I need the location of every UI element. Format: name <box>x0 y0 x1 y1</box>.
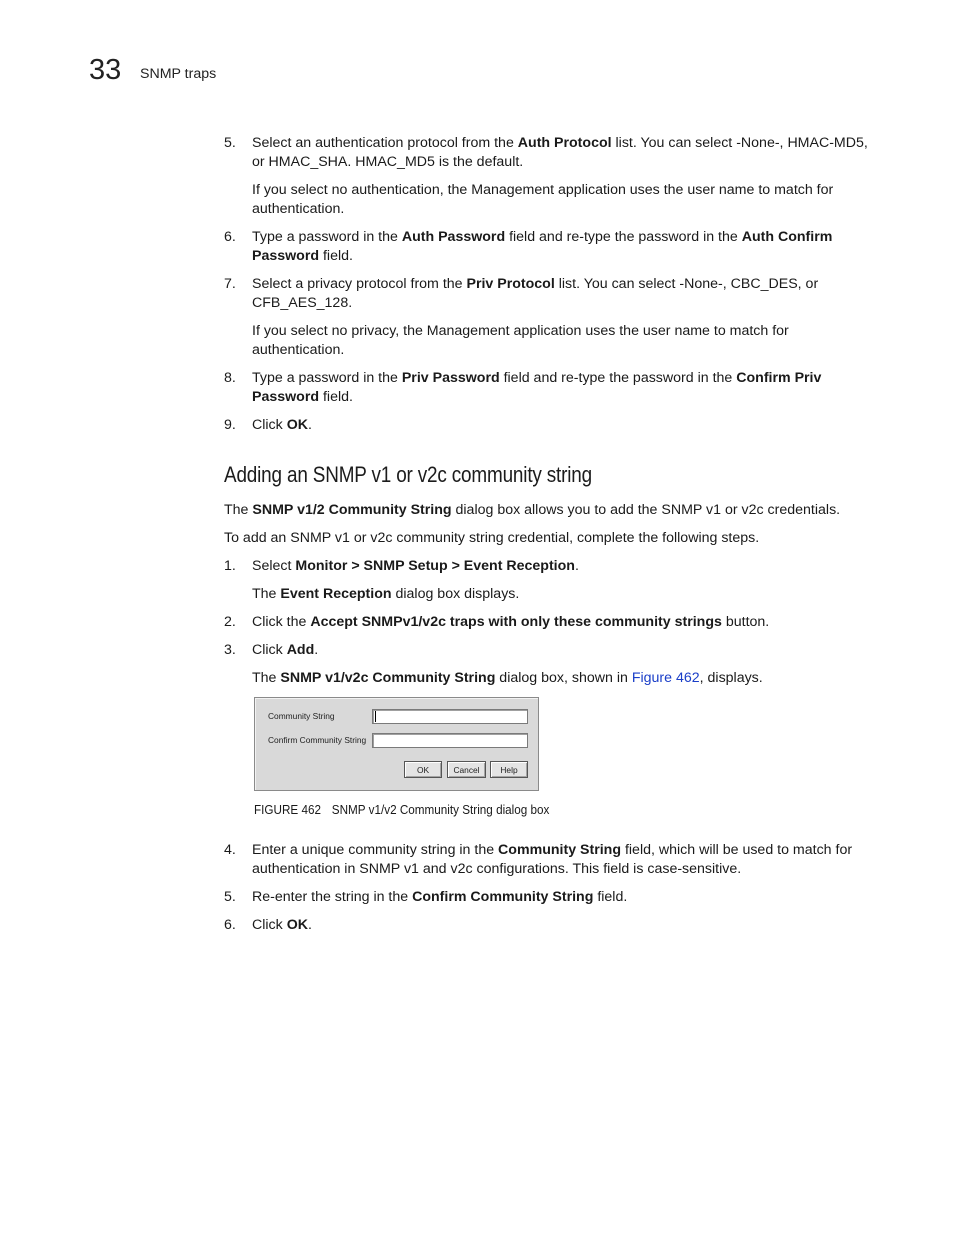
step-number: 5. <box>224 135 236 151</box>
step-item <box>224 841 874 879</box>
ui-term: SNMP v1/2 Community String <box>252 502 452 518</box>
step-number: 7. <box>224 276 236 292</box>
cancel-button[interactable]: Cancel <box>447 761 486 778</box>
text-run: Select an authentication protocol from the <box>252 135 518 151</box>
section-heading: Adding an SNMP v1 or v2c community string <box>224 462 593 487</box>
text-run: Click <box>252 917 287 933</box>
ok-button[interactable]: OK <box>404 761 442 778</box>
figure-caption <box>254 801 812 819</box>
text-run: The <box>252 670 281 686</box>
text-run: field. <box>319 248 353 264</box>
ui-term: Add <box>286 642 315 658</box>
step-note: If you select no privacy, the Management application uses the user name to match for authentication. <box>252 323 789 358</box>
text-run: field and re-type the password in the <box>499 370 737 386</box>
community-string-input[interactable] <box>372 709 528 724</box>
step-item <box>224 134 874 172</box>
ui-term: Event Reception <box>280 586 392 602</box>
step-item <box>224 916 874 935</box>
text-run: list. You can select -None-, HMAC-MD5, or HMAC_SHA. HMAC_MD5 is the default. <box>252 135 868 170</box>
text-run: Click <box>252 642 287 658</box>
section-intro <box>224 501 874 548</box>
text-run: field, which will be used to match for authentication in SNMP v1 and v2c configurations. This field is case-sensitive. <box>252 842 853 877</box>
step-item <box>224 275 874 313</box>
text-run: Select a privacy protocol from the <box>252 276 467 292</box>
text-run: field. <box>593 889 628 905</box>
chapter-title: SNMP traps <box>140 66 217 82</box>
text-run: field and re-type the password in the <box>505 229 742 245</box>
step-item <box>224 557 874 576</box>
step-number: 4. <box>224 842 236 858</box>
text-run: , displays. <box>699 670 763 686</box>
text-caret <box>375 711 376 722</box>
step-number: 6. <box>224 917 236 933</box>
step-number: 5. <box>224 889 236 905</box>
ui-term: Confirm Community String <box>412 889 594 905</box>
step-list-enter <box>224 841 874 935</box>
text-run: dialog box allows you to add the SNMP v1 or v2c credentials. <box>451 502 841 518</box>
ui-term: Community String <box>498 842 622 858</box>
ui-term: Accept SNMPv1/v2c traps with only these community strings <box>310 614 722 630</box>
step-item <box>224 888 874 907</box>
step-number: 6. <box>224 229 236 245</box>
text-run: field. <box>319 389 353 405</box>
text-run: . <box>574 558 579 574</box>
step-item <box>224 416 874 435</box>
text-run: To add an SNMP v1 or v2c community string credential, complete the following steps. <box>224 530 760 546</box>
text-run: dialog box, shown in <box>495 670 632 686</box>
text-run: . <box>307 917 312 933</box>
figure-link[interactable]: Figure 462 <box>631 670 700 686</box>
chapter-number: 33 <box>89 54 122 86</box>
ui-term: SNMP v1/v2c Community String <box>280 670 496 686</box>
intro-paragraph <box>224 529 874 548</box>
text-run: Type a password in the <box>252 370 402 386</box>
figure-label: FIGURE 462 <box>254 802 321 817</box>
ui-term: Monitor > SNMP Setup > Event Reception <box>295 558 575 574</box>
text-run: list. You can select -None-, CBC_DES, or CFB_AES_128. <box>252 276 819 311</box>
step-item <box>224 613 874 632</box>
step-number: 9. <box>224 417 236 433</box>
text-run: Click <box>252 417 287 433</box>
step-note <box>224 585 874 604</box>
step-number: 8. <box>224 370 236 386</box>
help-button[interactable]: Help <box>490 761 528 778</box>
text-run: Re-enter the string in the <box>252 889 413 905</box>
step-number: 2. <box>224 614 236 630</box>
text-run: The <box>224 502 253 518</box>
confirm-community-string-input[interactable] <box>372 733 528 748</box>
text-run: dialog box displays. <box>391 586 520 602</box>
step-list-add <box>224 557 874 688</box>
community-string-dialog <box>254 697 539 791</box>
text-run: Type a password in the <box>252 229 402 245</box>
text-run: . <box>307 417 312 433</box>
step-item <box>224 228 874 266</box>
ui-term: OK <box>286 917 308 933</box>
step-list-auth <box>224 134 874 435</box>
confirm-community-string-label: Confirm Community String <box>268 735 367 745</box>
step-note: If you select no authentication, the Management application uses the user name to match for authentication. <box>252 182 834 217</box>
ui-term: Priv Protocol <box>466 276 555 292</box>
ui-term: OK <box>286 417 308 433</box>
ui-term: Priv Password <box>401 370 500 386</box>
step-number: 1. <box>224 558 236 574</box>
step-note <box>224 669 874 688</box>
figure-caption-text: SNMP v1/v2 Community String dialog box <box>331 802 550 817</box>
text-run: Enter a unique community string in the <box>252 842 499 858</box>
page-content <box>224 134 874 944</box>
text-run: . <box>314 642 319 658</box>
step-item <box>224 369 874 407</box>
intro-paragraph <box>224 501 874 520</box>
community-string-label: Community String <box>268 711 335 721</box>
step-item <box>224 641 874 660</box>
text-run: button. <box>721 614 770 630</box>
ui-term: Auth Confirm Password <box>252 229 833 264</box>
ui-term: Auth Password <box>401 229 506 245</box>
step-number: 3. <box>224 642 236 658</box>
ui-term: Auth Protocol <box>517 135 612 151</box>
text-run: The <box>252 586 281 602</box>
ui-term: Confirm Priv Password <box>252 370 822 405</box>
text-run: Select <box>252 558 296 574</box>
text-run: Click the <box>252 614 311 630</box>
